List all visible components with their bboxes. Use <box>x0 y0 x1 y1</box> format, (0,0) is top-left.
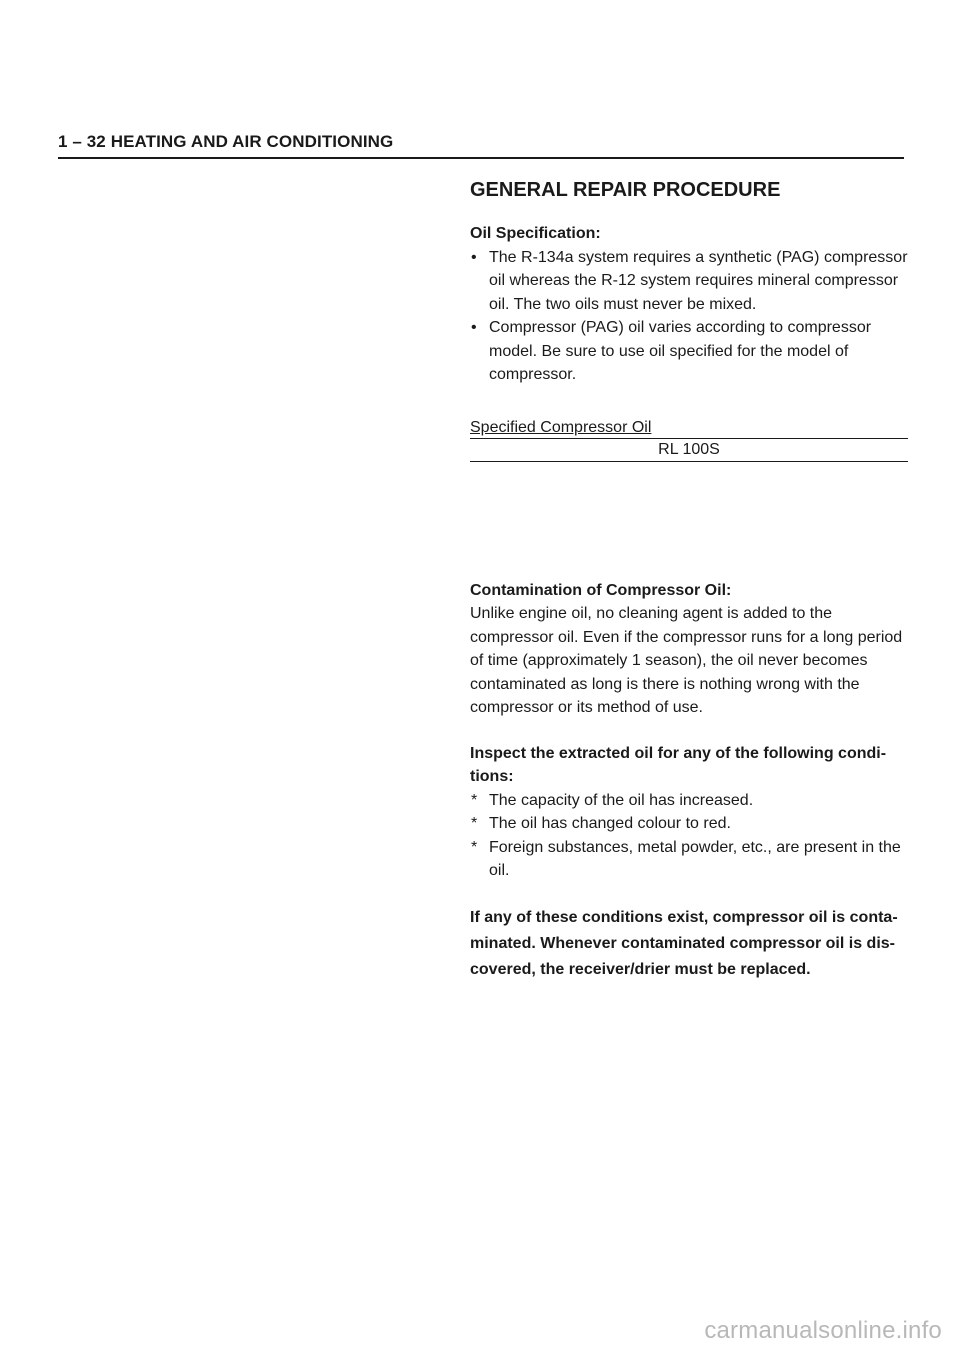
spec-table-value: RL 100S <box>470 439 908 462</box>
warning-paragraph: If any of these conditions exist, compressor oil is contaminated. Whenever contaminated compressor oil is discovered, the receiver/drier must be replaced. <box>470 908 898 978</box>
spacer <box>470 883 910 905</box>
asterisk-mark: * <box>471 838 478 856</box>
list-item <box>470 789 910 813</box>
inspect-list <box>470 789 910 883</box>
spacer <box>470 462 910 579</box>
list-item-text: Compressor (PAG) oil varies according to compressor model. Be sure to use oil specified for the model of compressor. <box>489 319 872 383</box>
inspect-heading: Inspect the extracted oil for any of the following conditions: <box>470 744 887 785</box>
asterisk-mark: * <box>471 791 478 809</box>
asterisk-mark: * <box>471 815 478 832</box>
contamination-body: Unlike engine oil, no cleaning agent is added to the compressor oil. Even if the compressor runs for a long period of time (approximately 1 season), the oil never becomes contaminated as long is there is nothing wrong with the compressor or its method of use. <box>470 605 903 716</box>
spec-table-label: Specified Compressor Oil <box>470 418 652 436</box>
spec-table-header <box>470 418 908 439</box>
oil-spec-heading: Oil Specification: <box>470 225 601 242</box>
footer-watermark: carmanualsonline.info <box>704 1317 942 1344</box>
oil-spec-list <box>470 246 910 387</box>
list-item-text: The oil has changed colour to red. <box>489 815 731 832</box>
list-item-text: Foreign substances, metal powder, etc., are present in the oil. <box>489 838 901 879</box>
list-item <box>470 316 910 387</box>
list-item-text: The R-134a system requires a synthetic (PAG) compressor oil whereas the R-12 system requires mineral compressor oil. The two oils must never be mixed. <box>489 248 908 313</box>
bullet-mark: • <box>471 319 477 336</box>
header-rule <box>58 157 904 159</box>
list-item <box>470 246 910 317</box>
section-title: GENERAL REPAIR PROCEDURE <box>470 179 781 201</box>
spec-table <box>470 418 908 462</box>
list-item <box>470 836 910 883</box>
spacer <box>470 720 910 742</box>
contamination-heading: Contamination of Compressor Oil: <box>470 581 732 599</box>
page-header: 1 – 32 HEATING AND AIR CONDITIONING <box>58 132 394 151</box>
main-column <box>470 178 910 983</box>
list-item-text: The capacity of the oil has increased. <box>489 791 754 809</box>
list-item <box>470 812 910 836</box>
bullet-mark: • <box>471 248 477 266</box>
